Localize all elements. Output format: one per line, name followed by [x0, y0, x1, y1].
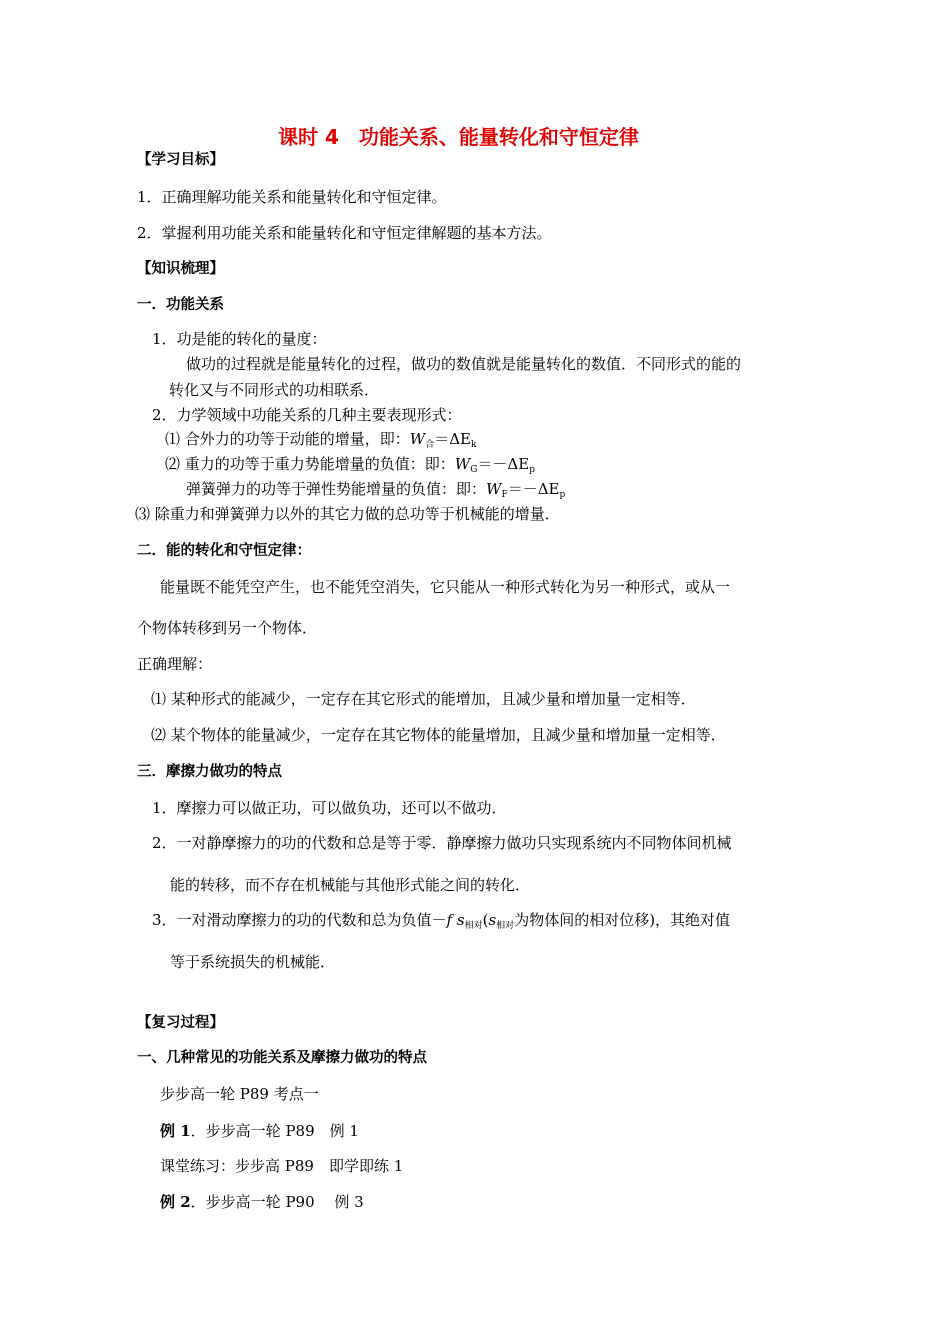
s1-para-2: 2．力学领域中功能关系的几种主要表现形式： [152, 406, 462, 424]
classroom-practice: 课堂练习：步步高 P89 即学即练 1 [160, 1157, 404, 1175]
formula-equals: ＝ΔE [434, 430, 472, 448]
section-2-heading: 二．能的转化和守恒定律： [137, 543, 311, 559]
formula-equals: ＝－ΔE [477, 455, 530, 473]
s2-para-1a: 能量既不能凭空产生，也不能凭空消失，它只能从一种形式转化为另一种形式，或从一 [160, 578, 731, 596]
s1-para-1: 1．功是能的转化的量度： [152, 330, 327, 348]
work-subscript: 合 [425, 440, 435, 450]
section-1-heading: 一．功能关系 [137, 297, 224, 313]
work-symbol: W [454, 455, 471, 473]
work-subscript: F [501, 490, 508, 500]
s3-item-2a: 2．一对静摩擦力的功的代数和总是等于零．静摩擦力做功只实现系统内不同物体间机械 [152, 834, 732, 852]
relative-subscript: 相对 [464, 921, 483, 931]
relative-subscript: 相对 [496, 921, 515, 931]
s2-item-2: ⑵ 某个物体的能量减少，一定存在其它物体的能量增加，且减少量和增加量一定相等． [151, 726, 726, 744]
formula-gravity-text: ⑵ 重力的功等于重力势能增量的负值：即： [165, 455, 455, 473]
energy-subscript: p [529, 465, 535, 475]
displacement-symbol: s [456, 911, 465, 929]
goal-item-1: 1．正确理解功能关系和能量转化和守恒定律。 [137, 188, 447, 206]
s2-para-1b: 个物体转移到另一个物体． [137, 619, 318, 637]
s1-para-1a: 做功的过程就是能量转化的过程，做功的数值就是能量转化的数值．不同形式的能的 [186, 355, 742, 373]
formula-spring-text: 弹簧弹力的功等于弹性势能增量的负值：即： [186, 480, 487, 498]
displacement-symbol: s [488, 911, 497, 929]
example-2 [160, 1195, 364, 1210]
knowledge-header: 【知识梳理】 [137, 261, 224, 277]
example-1-label: 例 1 [160, 1122, 191, 1140]
s2-item-1: ⑴ 某种形式的能减少，一定存在其它形式的能增加，且减少量和增加量一定相等． [151, 690, 696, 708]
s3-item-3a-post: 为物体间的相对位移)，其绝对值 [514, 911, 731, 929]
s3-item-3b: 等于系统损失的机械能． [170, 953, 336, 971]
review-heading: 一、几种常见的功能关系及摩擦力做功的特点 [137, 1050, 427, 1066]
formula-gravity [165, 457, 535, 475]
s1-para-1b: 转化又与不同形式的功相联系． [169, 381, 380, 399]
work-symbol: W [486, 480, 502, 498]
formula-mechanical: ⑶ 除重力和弹簧弹力以外的其它力做的总功等于机械能的增量． [135, 505, 560, 523]
formula-kinetic-text: ⑴ 合外力的功等于动能的增量，即： [165, 430, 410, 448]
formula-equals: ＝－ΔE [507, 480, 560, 498]
review-header: 【复习过程】 [137, 1015, 224, 1031]
friction-symbol: f [446, 911, 453, 929]
s3-item-3a [152, 913, 730, 931]
formula-kinetic [165, 432, 476, 450]
formula-spring [186, 482, 565, 500]
energy-subscript: p [559, 490, 566, 500]
s3-item-2b: 能的转移，而不存在机械能与其他形式能之间的转化． [170, 876, 531, 894]
s3-item-3a-pre: 3．一对滑动摩擦力的功的代数和总为负值－ [152, 911, 447, 929]
example-1 [160, 1124, 359, 1139]
energy-subscript: k [471, 440, 477, 450]
section-3-heading: 三．摩擦力做功的特点 [137, 764, 282, 780]
example-1-text: ．步步高一轮 P89 例 1 [190, 1122, 359, 1140]
s2-para-2: 正确理解： [137, 655, 213, 673]
example-2-text: ．步步高一轮 P90 例 3 [190, 1193, 364, 1211]
example-2-label: 例 2 [160, 1193, 191, 1211]
work-symbol: W [409, 430, 426, 448]
paren-open: ( [482, 911, 489, 929]
study-goals-header: 【学习目标】 [137, 152, 224, 168]
page-title: 课时 4 功能关系、能量转化和守恒定律 [278, 125, 639, 149]
s3-item-1: 1．摩擦力可以做正功，可以做负功，还可以不做功． [152, 799, 507, 817]
review-line-1: 步步高一轮 P89 考点一 [160, 1085, 319, 1103]
work-subscript: G [470, 465, 478, 475]
goal-item-2: 2．掌握利用功能关系和能量转化和守恒定律解题的基本方法。 [137, 224, 552, 242]
